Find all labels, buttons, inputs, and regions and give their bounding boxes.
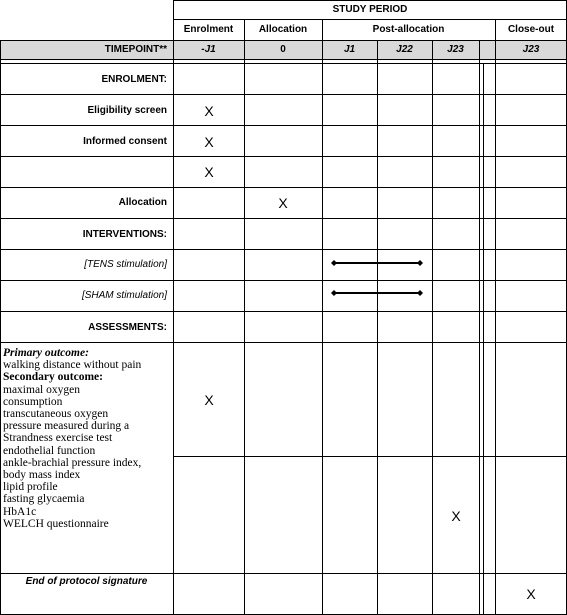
primary-outcome-label: Primary outcome: (3, 347, 89, 359)
secondary-outcome-line: WELCH questionnaire (3, 517, 109, 530)
secondary-outcome-line: maximal oxygen (3, 383, 80, 396)
grid-line (0, 40, 567, 41)
grid-line (0, 573, 567, 574)
timepoint-label: TIMEPOINT** (104, 44, 167, 55)
enrolment-header: Enrolment (183, 24, 234, 35)
grid-line (0, 63, 567, 64)
section-enrolment: ENROLMENT: (101, 74, 167, 85)
secondary-outcome-line: fasting glycaemia (3, 493, 85, 506)
x-mark-consent: X (204, 134, 214, 150)
secondary-outcome-line: consumption (3, 395, 63, 408)
grid-line (0, 249, 567, 250)
x-mark-enrolment-extra: X (204, 164, 214, 180)
grid-line (483, 63, 484, 615)
allocation-header: Allocation (258, 24, 308, 35)
sham-duration-line (330, 288, 424, 298)
x-mark-allocation: X (278, 195, 288, 211)
primary-outcome-line: walking distance without pain (3, 359, 142, 372)
row-allocation: Allocation (118, 197, 167, 208)
row-sham: [SHAM stimulation] (81, 290, 167, 301)
row-end-signature: End of protocol signature (25, 576, 148, 587)
x-mark-assessment-j23: X (451, 508, 461, 524)
x-mark-end-signature: X (526, 586, 536, 602)
secondary-outcome-line: HbA1c (3, 505, 37, 518)
row-tens: [TENS stimulation] (84, 259, 167, 270)
assessment-outcomes (3, 347, 141, 530)
study-period-header: STUDY PERIOD (332, 4, 408, 15)
timepoint-j22: J22 (396, 44, 413, 55)
section-interventions: INTERVENTIONS: (82, 229, 167, 240)
grid-line (432, 40, 433, 615)
grid-line (173, 19, 567, 20)
timepoint-allocation: 0 (280, 44, 286, 55)
close-out-header: Close-out (507, 24, 555, 35)
grid-line (495, 19, 496, 615)
row-eligibility: Eligibility screen (87, 105, 167, 116)
secondary-outcome-line: pressure measured during a (3, 420, 130, 433)
timepoint-enrolment: -J1 (201, 44, 216, 55)
grid-line (0, 125, 567, 126)
secondary-outcome-line: ankle-brachial pressure index, (3, 456, 142, 469)
timepoint-close-out: J23 (522, 44, 540, 55)
secondary-outcome-line: endothelial function (3, 444, 96, 457)
grid-line (0, 187, 567, 188)
x-mark-assessment-baseline: X (204, 392, 214, 408)
grid-line (0, 59, 567, 60)
grid-line (173, 0, 174, 615)
grid-line (0, 311, 567, 312)
grid-line (377, 40, 378, 615)
grid-line (173, 0, 567, 1)
secondary-outcome-line: lipid profile (3, 481, 58, 494)
secondary-outcome-line: body mass index (3, 469, 81, 482)
grid-line (0, 156, 567, 157)
timepoint-j23: J23 (447, 44, 464, 55)
grid-line (322, 19, 323, 615)
grid-line (0, 94, 567, 95)
secondary-outcome-line: transcutaneous oxygen (3, 408, 109, 421)
post-allocation-header: Post-allocation (372, 24, 445, 35)
row-consent: Informed consent (83, 136, 167, 147)
grid-line (0, 342, 567, 343)
grid-line (173, 456, 567, 457)
grid-line (0, 218, 567, 219)
grid-line (479, 40, 480, 615)
section-assessments: ASSESSMENTS: (88, 322, 167, 333)
x-mark-eligibility: X (204, 103, 214, 119)
grid-line (244, 19, 245, 615)
secondary-outcome-line: Strandness exercise test (3, 432, 113, 445)
grid-line (0, 280, 567, 281)
timepoint-j1: J1 (343, 44, 356, 55)
tens-duration-line (330, 258, 424, 268)
secondary-outcome-label: Secondary outcome: (3, 371, 103, 384)
